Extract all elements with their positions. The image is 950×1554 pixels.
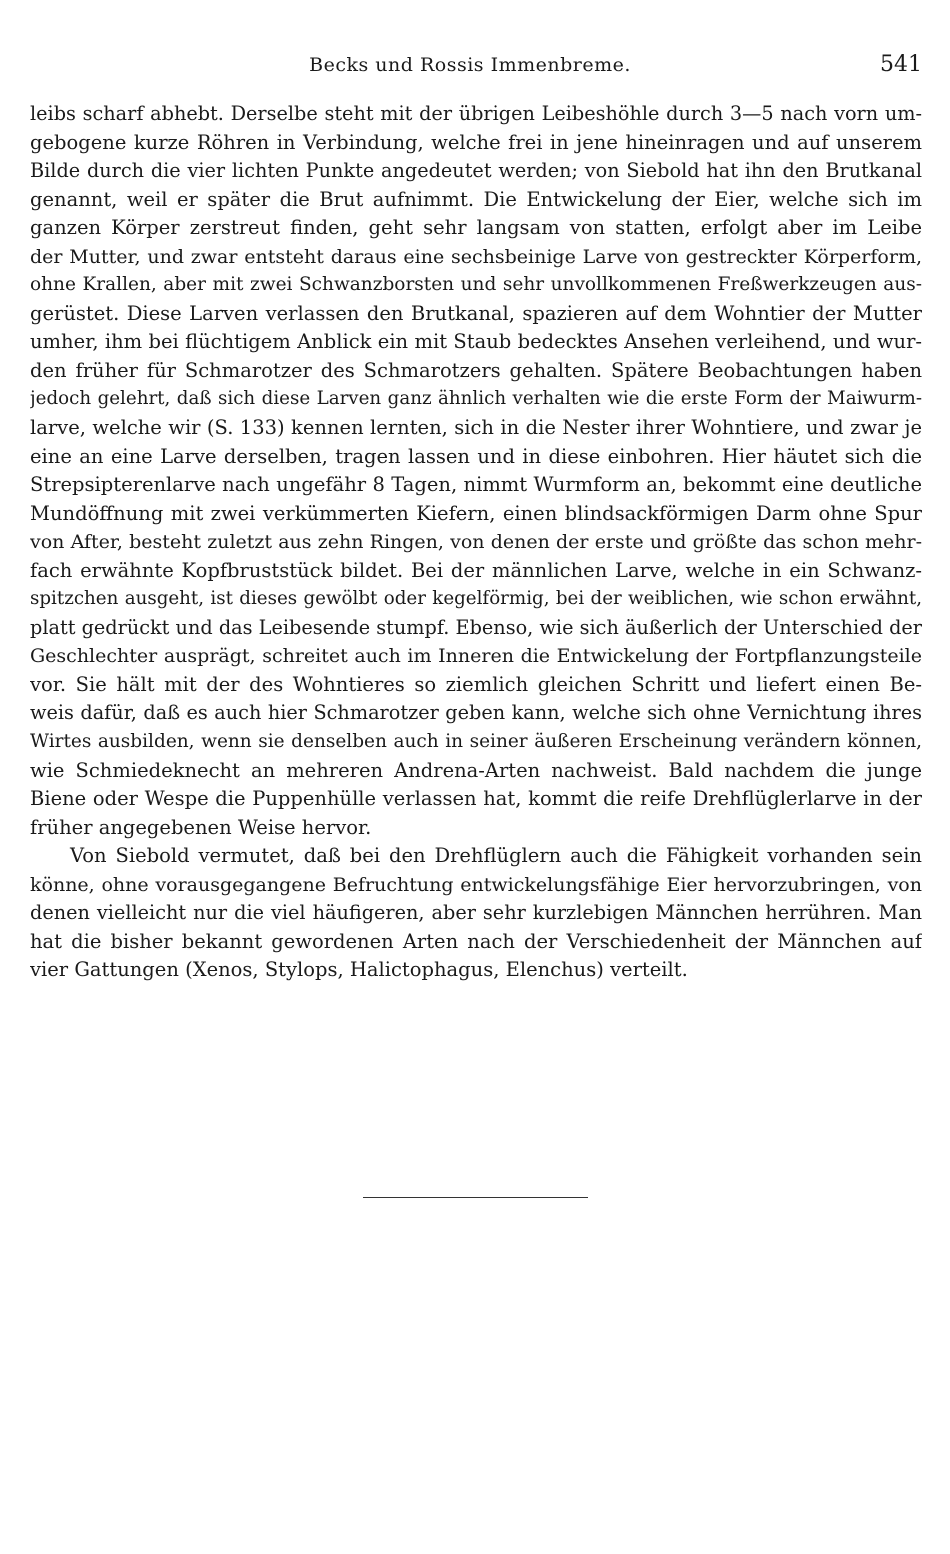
paragraph-2 bbox=[30, 842, 922, 985]
text-line: Strepsipterenlarve nach ungefähr 8 Tagen, nimmt Wurmform an, bekommt eine deutliche bbox=[30, 473, 922, 497]
text-line: Biene oder Wespe die Puppenhülle verlassen hat, kommt die reife Drehflüglerlarve in der bbox=[30, 787, 922, 811]
text-line: larve, welche wir (S. 133) kennen lernten, sich in die Nester ihrer Wohntiere, und zwar je bbox=[30, 416, 922, 440]
text-line: spitzchen ausgeht, ist dieses gewölbt oder kegelförmig, bei der weiblichen, wie schon erwähnt, bbox=[30, 588, 922, 610]
running-head bbox=[0, 50, 950, 80]
paragraph-1 bbox=[30, 100, 922, 842]
text-line: von After, besteht zuletzt aus zehn Ringen, von denen der erste und größte das schon mehr- bbox=[30, 531, 922, 554]
text-line: weis dafür, daß es auch hier Schmarotzer geben kann, welche sich ohne Vernichtung ihres bbox=[30, 701, 922, 725]
text-line: umher, ihm bei flüchtigem Anblick ein mit Staub bedecktes Ansehen verleihend, und wur- bbox=[30, 330, 922, 354]
text-line: früher angegebenen Weise hervor. bbox=[30, 815, 372, 839]
text-line: jedoch gelehrt, daß sich diese Larven ganz ähnlich verhalten wie die erste Form der Maiwurm- bbox=[30, 388, 922, 410]
text-line: eine an eine Larve derselben, tragen lassen und in diese einbohren. Hier häutet sich die bbox=[30, 444, 922, 468]
text-line: Geschlechter ausprägt, schreitet auch im Inneren die Entwickelung der Fortpflanzungsteile bbox=[30, 645, 922, 668]
running-title: Becks und Rossis Immenbreme. bbox=[309, 54, 631, 76]
text-line: vier Gattungen (Xenos, Stylops, Halictophagus, Elenchus) verteilt. bbox=[30, 958, 688, 982]
text-line: vor. Sie hält mit der des Wohntieres so ziemlich gleichen Schritt und liefert einen Be- bbox=[30, 672, 922, 696]
text-line: könne, ohne vorausgegangene Befruchtung entwickelungsfähige Eier hervorzubringen, von bbox=[30, 873, 922, 896]
text-line: wie Schmiedeknecht an mehreren Andrena-Arten nachweist. Bald nachdem die junge bbox=[30, 758, 922, 782]
text-line: hat die bisher bekannt gewordenen Arten nach der Verschiedenheit der Männchen auf bbox=[30, 929, 922, 953]
text-line: der Mutter, und zwar entsteht daraus eine sechsbeinige Larve von gestreckter Körperform, bbox=[30, 245, 922, 268]
page-number: 541 bbox=[880, 52, 922, 77]
text-line: platt gedrückt und das Leibesende stumpf. Ebenso, wie sich äußerlich der Unterschied der bbox=[30, 615, 922, 639]
text-line: denen vielleicht nur die viel häufigeren, aber sehr kurzlebigen Männchen herrühren. Man bbox=[30, 901, 922, 925]
text-line: Wirtes ausbilden, wenn sie denselben auch in seiner äußeren Erscheinung verändern können, bbox=[30, 731, 922, 753]
body-text bbox=[30, 100, 922, 985]
text-line: gebogene kurze Röhren in Verbindung, welche frei in jene hineinragen und auf unserem bbox=[30, 130, 922, 154]
text-line: den früher für Schmarotzer des Schmarotzers gehalten. Spätere Beobachtungen haben bbox=[30, 358, 922, 382]
text-line: ganzen Körper zerstreut finden, geht sehr langsam von statten, erfolgt aber im Leibe bbox=[30, 216, 922, 240]
text-line: Mundöffnung mit zwei verkümmerten Kiefern, einen blindsackförmigen Darm ohne Spur bbox=[30, 501, 922, 525]
end-rule bbox=[363, 1197, 588, 1198]
text-line: Bilde durch die vier lichten Punkte angedeutet werden; von Siebold hat ihn den Brutkanal bbox=[30, 159, 922, 183]
text-line: ohne Krallen, aber mit zwei Schwanzborsten und sehr unvollkommenen Freßwerkzeugen aus- bbox=[30, 274, 922, 296]
text-line: Von Siebold vermutet, daß bei den Drehflüglern auch die Fähigkeit vorhanden sein bbox=[70, 844, 922, 868]
text-line: genannt, weil er später die Brut aufnimmt. Die Entwickelung der Eier, welche sich im bbox=[30, 187, 922, 211]
text-line: fach erwähnte Kopfbruststück bildet. Bei der männlichen Larve, welche in ein Schwanz- bbox=[30, 558, 922, 582]
text-line: gerüstet. Diese Larven verlassen den Brutkanal, spazieren auf dem Wohntier der Mutter bbox=[30, 301, 922, 325]
text-line: leibs scharf abhebt. Derselbe steht mit der übrigen Leibeshöhle durch 3—5 nach vorn um- bbox=[30, 102, 922, 125]
